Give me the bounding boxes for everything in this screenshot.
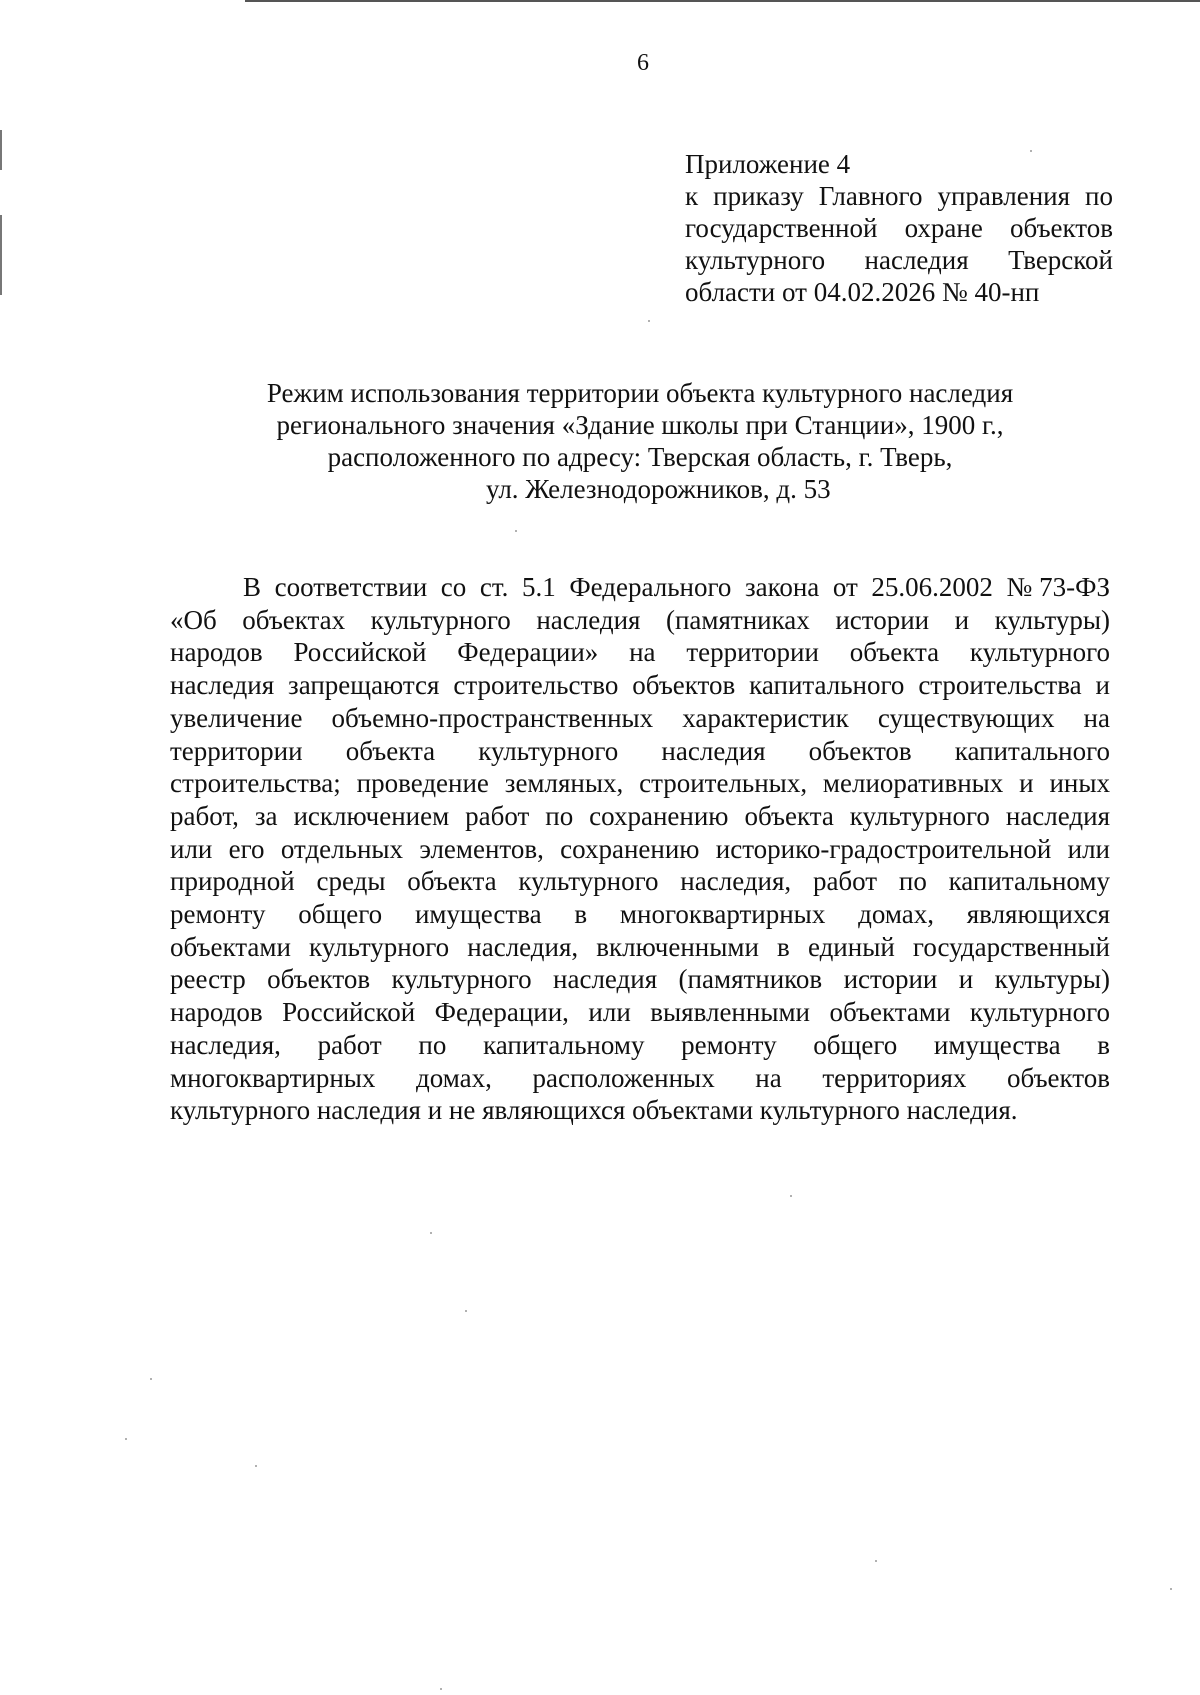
body-line: ремонту общего имущества в многоквартирных домах, являющихся — [170, 899, 1110, 930]
scan-speck — [790, 1195, 792, 1197]
body-line: наследия, работ по капитальному ремонту общего имущества в — [170, 1029, 1110, 1060]
appendix-line: области от 04.02.2026 № 40-нп — [685, 277, 1040, 307]
body-line: территории объекта культурного наследия объектов капитального — [170, 735, 1110, 766]
scan-left-mark — [0, 215, 2, 295]
scan-speck — [255, 1465, 257, 1467]
body-line: объектами культурного наследия, включенными в единый государственный — [170, 931, 1110, 962]
appendix-line: Приложение 4 — [685, 149, 851, 179]
body-line: увеличение объемно-пространственных характеристик существующих на — [170, 702, 1110, 733]
body-line: работ, за исключением работ по сохранению объекта культурного наследия — [170, 800, 1110, 831]
body-line: реестр объектов культурного наследия (памятников истории и культуры) — [170, 964, 1110, 995]
scan-speck — [648, 320, 650, 322]
appendix-line: к приказу Главного управления по — [685, 181, 1113, 211]
body-line: народов Российской Федерации, или выявленными объектами культурного — [170, 997, 1110, 1028]
body-line: строительства; проведение земляных, строительных, мелиоративных и иных — [170, 768, 1110, 799]
scan-speck — [875, 1560, 877, 1562]
body-line: наследия запрещаются строительство объектов капитального строительства и — [170, 670, 1110, 701]
appendix-line: культурного наследия Тверской — [685, 245, 1113, 275]
body-line: «Об объектах культурного наследия (памятниках истории и культуры) — [170, 604, 1110, 635]
scan-speck — [440, 1688, 442, 1690]
scan-speck — [125, 1438, 127, 1440]
scan-speck — [150, 1378, 152, 1380]
title-line: ул. Железнодорожников, д. 53 — [486, 474, 831, 504]
scan-speck — [430, 1232, 432, 1234]
body-line: природной среды объекта культурного наследия, работ по капитальному — [170, 866, 1110, 897]
scan-speck — [1030, 150, 1032, 152]
title-line: Режим использования территории объекта культурного наследия — [266, 378, 1014, 408]
body-line: культурного наследия и не являющихся объектами культурного наследия. — [170, 1095, 1018, 1126]
scan-top-edge — [245, 0, 1200, 2]
appendix-header — [685, 148, 1113, 308]
page-number: 6 — [637, 50, 649, 76]
scan-speck — [515, 530, 517, 532]
title-line: регионального значения «Здание школы при Станции», 1900 г., — [276, 410, 1004, 440]
body-line: В соответствии со ст. 5.1 Федерального закона от 25.06.2002 №73-ФЗ — [243, 572, 1110, 602]
title-line: расположенного по адресу: Тверская область, г. Тверь, — [327, 442, 953, 472]
body-paragraph — [170, 571, 1110, 1127]
body-line: многоквартирных домах, расположенных на территориях объектов — [170, 1062, 1110, 1093]
body-line: народов Российской Федерации» на территории объекта культурного — [170, 637, 1110, 668]
appendix-line: государственной охране объектов — [685, 213, 1113, 243]
scan-speck — [1170, 1588, 1172, 1590]
document-title — [200, 377, 1080, 505]
body-line: или его отдельных элементов, сохранению историко-градостроительной или — [170, 833, 1110, 864]
scan-left-mark — [0, 130, 2, 170]
scan-speck — [465, 1310, 467, 1312]
